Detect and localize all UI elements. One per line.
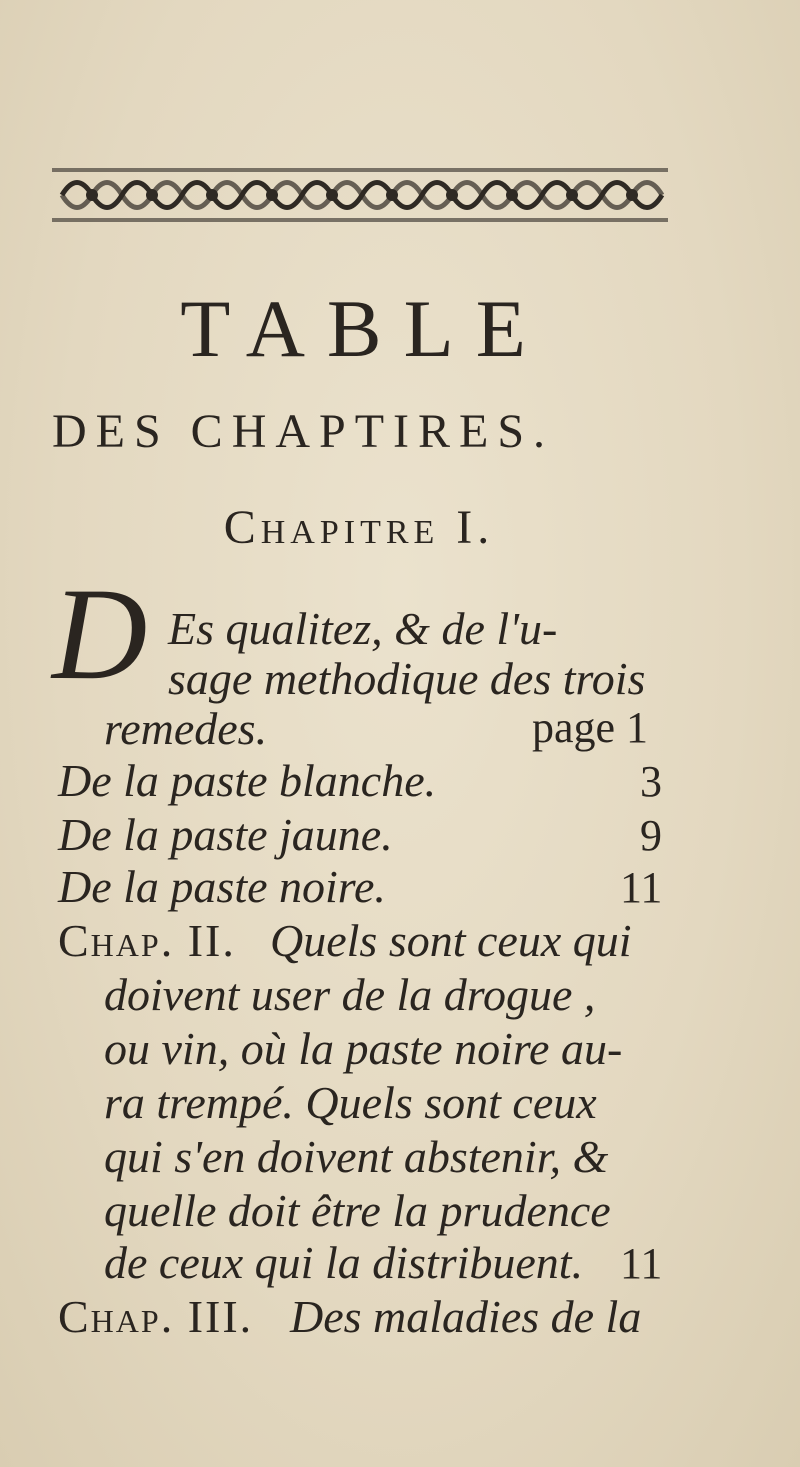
ornamental-headpiece (52, 160, 668, 230)
page-title: TABLE (180, 283, 548, 374)
page-subtitle: DES CHAPTIRES. (52, 405, 555, 458)
chapter-2-page: 11 (620, 1239, 663, 1288)
chapter-2-line: de ceux qui la distribuent. (104, 1237, 584, 1288)
chapter-3-line: Des maladies de la (290, 1291, 642, 1342)
chapter-2-line: qui s'en doivent abstenir, & (104, 1131, 609, 1182)
chapter-1-line-1: Es qualitez, & de l'u- (168, 603, 558, 654)
chapter-2-label: Chap. II. (58, 915, 236, 966)
chapter-1-page: page 1 (532, 703, 649, 752)
chapter-1-line-3: remedes. (104, 703, 268, 754)
chapter-1-line-2: sage methodique des trois (168, 653, 646, 704)
chapter-2-line: ra trempé. Quels sont ceux (104, 1077, 597, 1128)
sub-entry-text: De la paste jaune. (58, 809, 393, 860)
chapter-2-line: quelle doit être la prudence (104, 1185, 611, 1236)
chapter-2-line: Quels sont ceux qui (270, 915, 632, 966)
chapter-1-heading: Chapitre I. (223, 501, 495, 554)
chapter-2-line: doivent user de la drogue , (104, 969, 596, 1020)
chapter-3-label: Chap. III. (58, 1291, 254, 1342)
chapter-2-line: ou vin, où la paste noire au- (104, 1023, 623, 1074)
sub-entry-page: 11 (620, 863, 663, 912)
sub-entry-page: 9 (640, 811, 662, 860)
drop-cap: D (52, 560, 148, 707)
sub-entry-text: De la paste noire. (58, 861, 386, 912)
sub-entry-text: De la paste blanche. (58, 755, 437, 806)
sub-entry-page: 3 (640, 757, 662, 806)
